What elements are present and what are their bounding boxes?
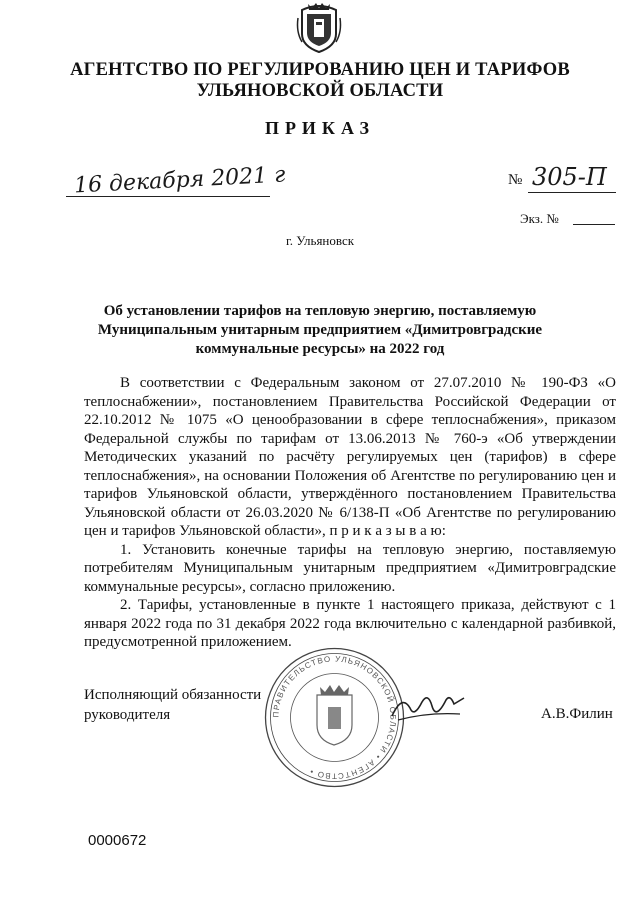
official-seal-icon (262, 645, 407, 790)
handwritten-signature-icon (388, 690, 468, 726)
copy-number-line (573, 224, 615, 225)
subject-line-2: Муниципальным унитарным предприятием «Димитровградские (97, 322, 543, 338)
date-underline (66, 196, 270, 197)
subject-line-3: коммунальные ресурсы» на 2022 год (195, 341, 445, 357)
coat-of-arms-icon (294, 0, 344, 54)
order-number-label: № (508, 172, 523, 188)
agency-name-line2: УЛЬЯНОВСКОЙ ОБЛАСТИ (196, 81, 444, 101)
city: г. Ульяновск (285, 233, 355, 248)
signatory-title (84, 686, 261, 725)
signatory-title-line2: руководителя (84, 706, 171, 723)
signatory-name: А.В.Филин (541, 706, 613, 722)
clause-2-paragraph: 2. Тарифы, установленные в пункте 1 настоящего приказа, действуют с 1 января 2022 года по 31 декабря 2022 года включительно с календарной разбивкой, предусмотренной приложением. (84, 597, 616, 650)
order-body (84, 374, 616, 652)
preamble-paragraph: В соответствии с Федеральным законом от 27.07.2010 № 190-ФЗ «О теплоснабжении», постановлением Правительства Российской Федерации от 22.10.2012 № 1075 «О ценообразовании в сфере теплоснабжения», приказом Федеральной службы по тарифам от 13.06.2013 № 760-э «Об утверждении Методических указаний по расчёту регулируемых цен (тарифов) в сфере теплоснабжения», на основании Положения об Агентстве по регулированию цен и тарифов Ульяновской области, утверждённого постановлением Правительства Ульяновской области от 26.03.2020 № 6/138-П «Об Агентстве по регулированию цен и тарифов Ульяновской области», п р и к а з ы в а ю: (84, 375, 616, 539)
signatory-title-line1: Исполняющий обязанности (84, 687, 262, 703)
copy-number-label: Экз. № (520, 211, 559, 226)
order-subject (90, 302, 550, 359)
document-type-title: ПРИКАЗ (264, 118, 376, 138)
number-underline (528, 192, 616, 193)
subject-line-1: Об установлении тарифов на тепловую энергию, поставляемую (103, 303, 537, 319)
agency-name-line1: АГЕНТСТВО ПО РЕГУЛИРОВАНИЮ ЦЕН И ТАРИФОВ (70, 60, 570, 80)
svg-text:ПРАВИТЕЛЬСТВО УЛЬЯНОВСКОЙ ОБЛА: ПРАВИТЕЛЬСТВО УЛЬЯНОВСКОЙ ОБЛАСТИ • АГЕНТСТВО • (271, 654, 398, 781)
order-number-handwritten: 305-П (532, 163, 607, 191)
order-date-handwritten: 16 декабря 2021 г (73, 162, 286, 199)
registration-number: 0000672 (88, 832, 147, 849)
clause-1-paragraph: 1. Установить конечные тарифы на тепловую энергию, поставляемую потребителям Муниципальным унитарным предприятием «Димитровградские коммунальные ресурсы», согласно приложению. (84, 541, 616, 595)
